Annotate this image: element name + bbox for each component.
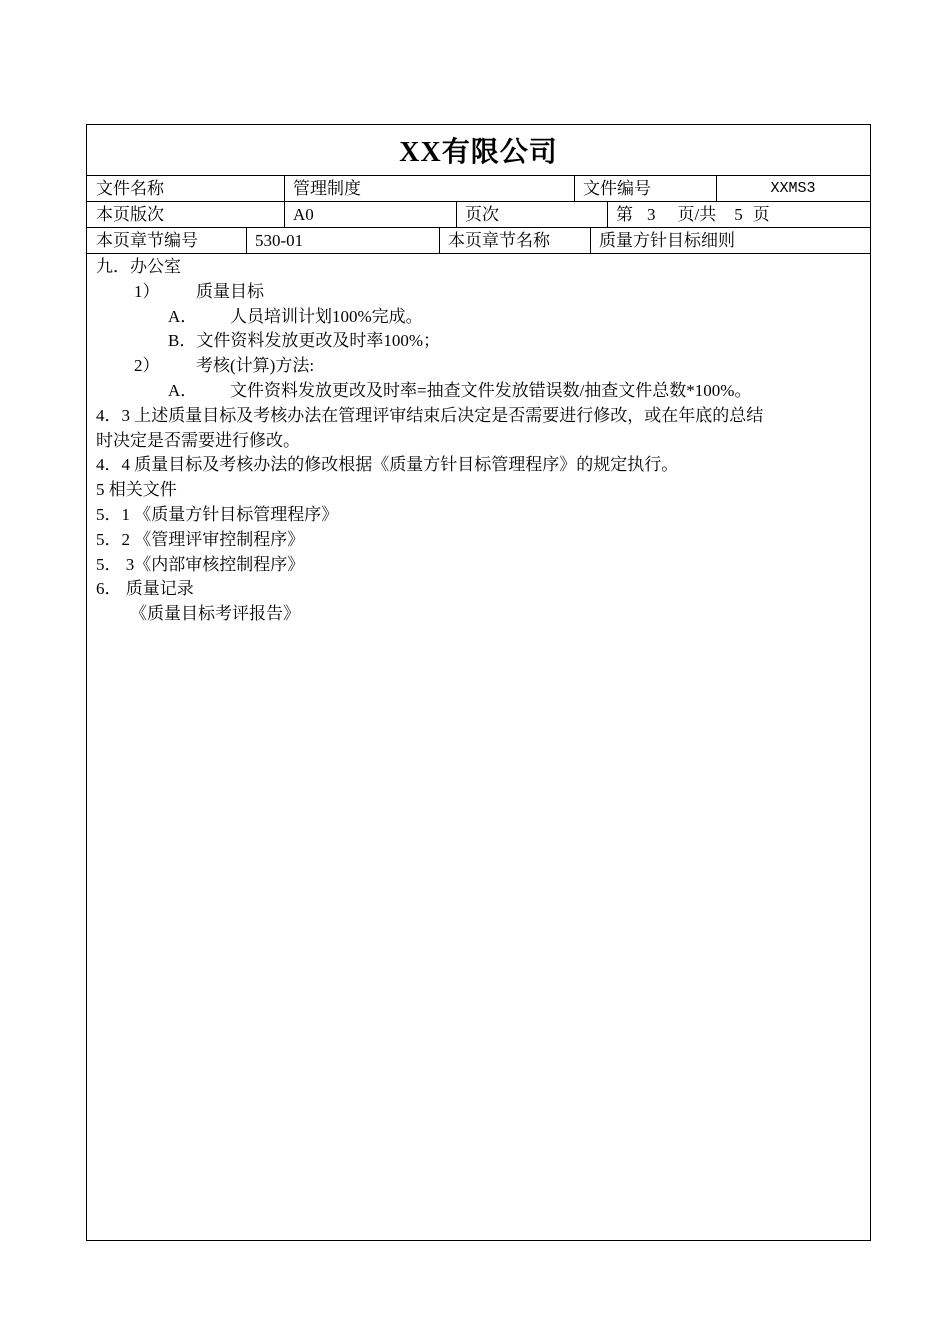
list-item [96, 602, 866, 627]
section-name-label: 本页章节名称 [448, 231, 550, 250]
section-no-label: 本页章节编号 [96, 231, 198, 250]
page-suffix: 页 [752, 205, 770, 224]
page-middle: 页/共 [677, 205, 717, 224]
doc-name-label: 文件名称 [96, 179, 164, 198]
list-item [96, 354, 866, 379]
section-no-value: 530-01 [255, 231, 304, 250]
item-text: 文件资料发放更改及时率=抽查文件发放错误数/抽查文件总数*100%。 [230, 380, 752, 400]
meta-row-section [87, 228, 870, 254]
page-current: 3 [647, 205, 656, 224]
item-number: 1） [134, 281, 160, 301]
version-value: A0 [293, 205, 314, 224]
page-prefix: 第 [616, 205, 633, 224]
item-label: A． [168, 380, 198, 400]
document-body [96, 255, 866, 627]
list-item: 5．1 《质量方针目标管理程序》 [96, 504, 339, 524]
company-title: XX有限公司 [399, 137, 558, 168]
list-item: 5．2 《管理评审控制程序》 [96, 529, 305, 549]
version-label: 本页版次 [96, 205, 164, 224]
item-text: 质量目标 [196, 281, 264, 301]
record-item: 《质量目标考评报告》 [130, 604, 300, 624]
page-label: 页次 [465, 205, 499, 224]
title-row [87, 125, 870, 176]
item-label: A． [168, 306, 198, 326]
item-text: 考核(计算)方法: [196, 356, 315, 376]
paragraph-line: 时决定是否需要进行修改。 [96, 430, 300, 450]
list-item [96, 305, 866, 330]
paragraph-line: 4．3 上述质量目标及考核办法在管理评审结束后决定是否需要进行修改，或在年底的总结 [96, 405, 764, 425]
page-total: 5 [734, 205, 743, 224]
document-frame [86, 124, 871, 1241]
list-item [96, 329, 866, 354]
list-item [96, 280, 866, 305]
doc-no-label: 文件编号 [583, 179, 651, 198]
item-text: 人员培训计划100%完成。 [230, 306, 423, 326]
meta-row-doc-name [87, 176, 870, 202]
section-heading: 5 相关文件 [96, 480, 177, 500]
item-text: B．文件资料发放更改及时率100%； [168, 331, 440, 351]
doc-no-value: XXMS3 [770, 180, 816, 197]
doc-name-value: 管理制度 [293, 179, 361, 198]
office-heading: 九．办公室 [96, 257, 181, 276]
section-heading: 6． 质量记录 [96, 579, 194, 599]
meta-row-version [87, 202, 870, 228]
list-item: 5． 3《内部审核控制程序》 [96, 554, 305, 574]
paragraph-line: 4．4 质量目标及考核办法的修改根据《质量方针目标管理程序》的规定执行。 [96, 455, 679, 475]
section-name-value: 质量方针目标细则 [599, 231, 735, 250]
list-item [96, 379, 866, 404]
item-number: 2） [134, 356, 160, 376]
page-count [607, 202, 870, 227]
